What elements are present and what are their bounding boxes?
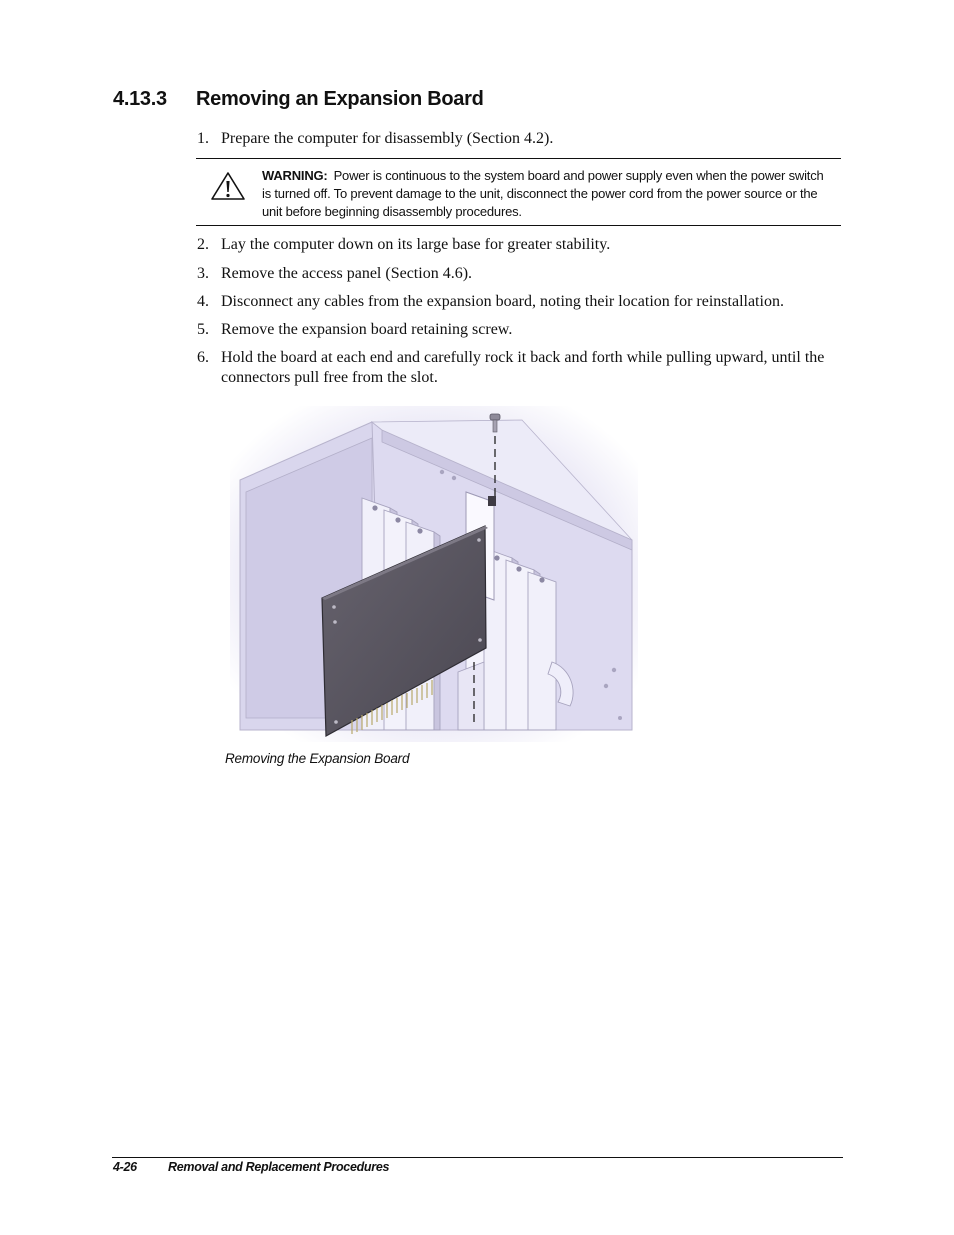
step-number: 4. [197, 293, 209, 310]
step-text: Lay the computer down on its large base for greater stability. [221, 236, 611, 253]
warning-text-block [262, 167, 832, 221]
page-number: 4-26 [113, 1160, 137, 1174]
step-text: Prepare the computer for disassembly (Section 4.2). [221, 130, 554, 147]
warning-label: WARNING: [262, 168, 328, 183]
step-number: 5. [197, 321, 209, 338]
warning-message: Power is continuous to the system board and power supply even when the power switch is turned off. To prevent damage to the unit, disconnect the power cord from the power source or the unit before beginning disassembly procedures. [262, 168, 824, 219]
expansion-board-illustration [222, 400, 644, 750]
step-number: 6. [197, 349, 209, 366]
step-number: 1. [197, 130, 209, 147]
step-number: 3. [197, 265, 209, 282]
section-title: Removing an Expansion Board [196, 88, 484, 110]
step-number: 2. [197, 236, 209, 253]
section-number: 4.13.3 [113, 88, 167, 110]
figure-caption: Removing the Expansion Board [225, 751, 410, 766]
footer-divider [112, 1157, 843, 1158]
chapter-title: Removal and Replacement Procedures [168, 1160, 390, 1174]
step-text: Remove the expansion board retaining screw. [221, 321, 513, 338]
step-text: Hold the board at each end and carefully rock it back and forth while pulling upward, until the connectors pull free from the slot. [221, 349, 825, 386]
warning-triangle-icon [210, 171, 246, 201]
step-text: Disconnect any cables from the expansion board, noting their location for reinstallation. [221, 293, 784, 310]
warning-box [196, 158, 841, 226]
step-text: Remove the access panel (Section 4.6). [221, 265, 473, 282]
